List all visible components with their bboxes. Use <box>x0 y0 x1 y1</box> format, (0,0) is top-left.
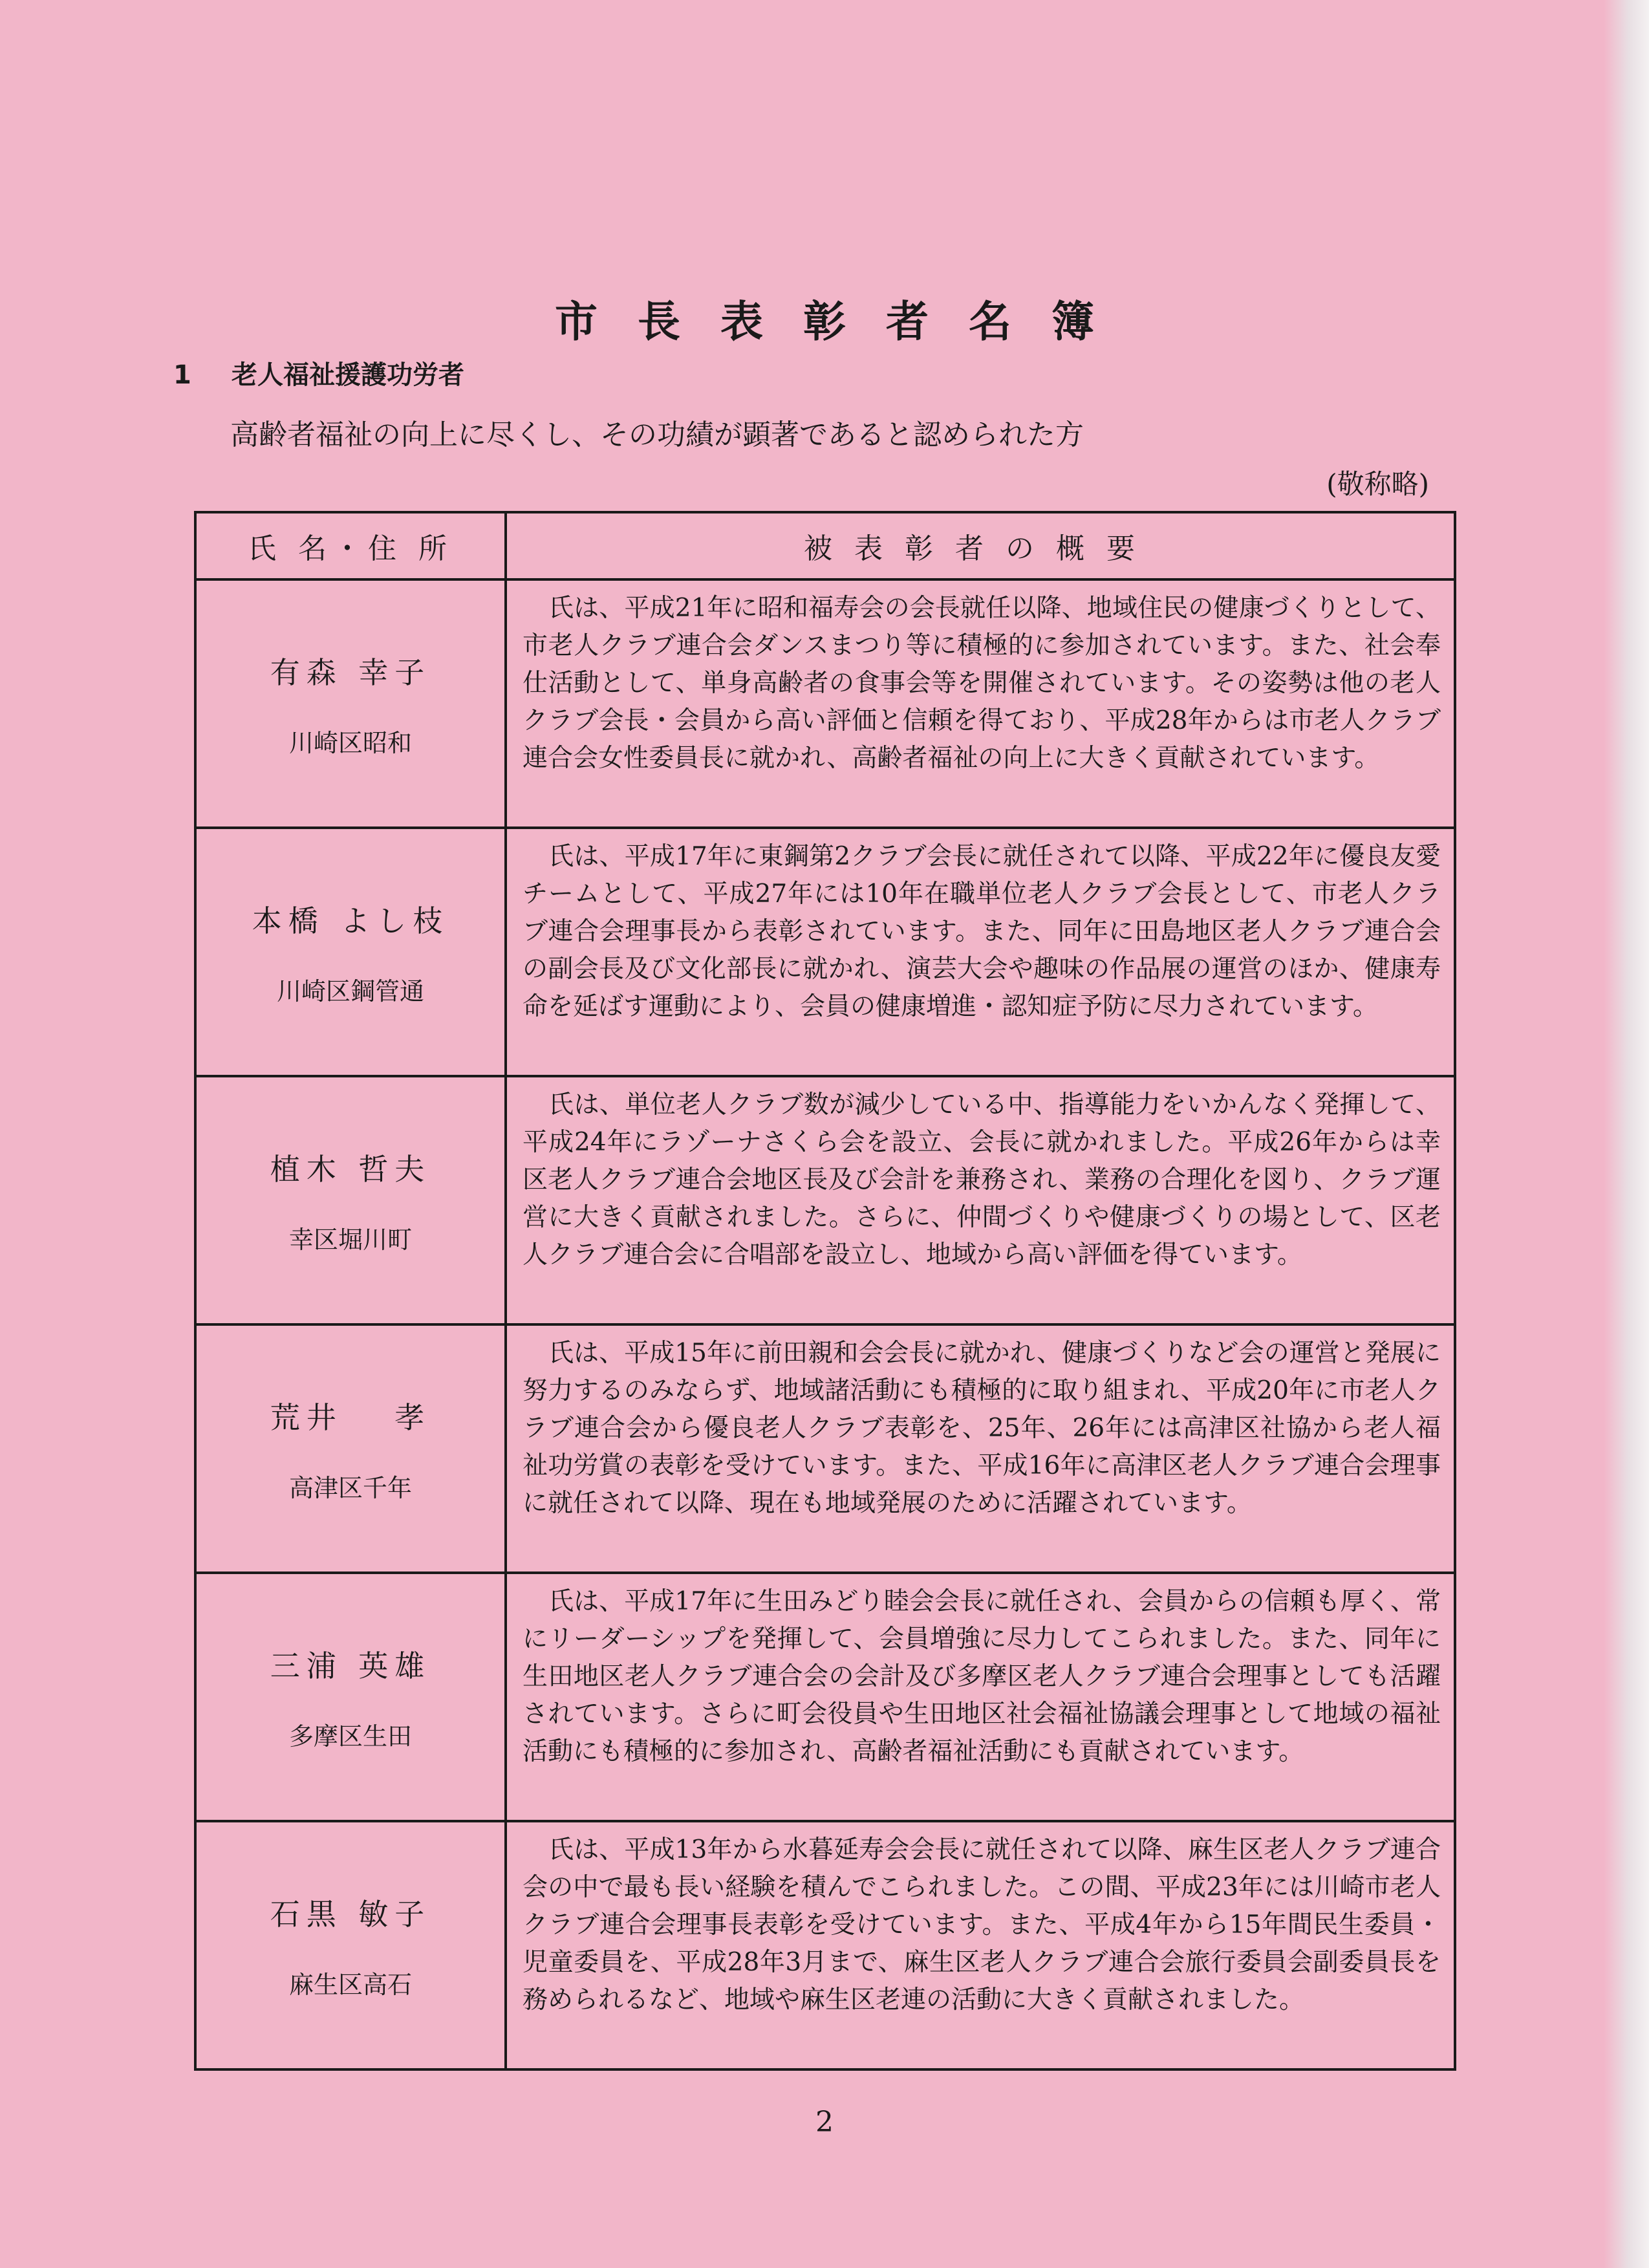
name-cell <box>195 579 506 828</box>
honoree-summary: 氏は、平成17年に生田みどり睦会会長に就任され、会員からの信頼も厚く、常にリーダーシップを発揮して、会員増強に尽力してこられました。また、同年に生田地区老人クラブ連合会の会計及び多摩区老人クラブ連合会理事としても活躍されています。さらに町会役員や生田地区社会福祉協議会理事として地域の福祉活動にも積極的に参加され、高齢者福祉活動にも貢献されています。 <box>506 1573 1455 1821</box>
honoree-name: 本橋 よし枝 <box>252 903 449 938</box>
honoree-summary: 氏は、平成15年に前田親和会会長に就かれ、健康づくりなど会の運営と発展に努力するのみならず、地域諸活動にも積極的に取り組まれ、平成20年に市老人クラブ連合会から優良老人クラブ表彰を、25年、26年には高津区社協から老人福祉功労賞の表彰を受けています。また、平成16年に高津区老人クラブ連合会理事に就任されて以降、現在も地域発展のために活躍されています。 <box>506 1324 1455 1573</box>
document-title: 市長表彰者名簿 <box>555 297 1134 347</box>
honoree-summary: 氏は、平成17年に東鋼第2クラブ会長に就任されて以降、平成22年に優良友愛チームとして、平成27年には10年在職単位老人クラブ会長として、市老人クラブ連合会理事長から表彰されています。また、同年に田島地区老人クラブ連合会の副会長及び文化部長に就かれ、演芸大会や趣味の作品展の運営のほか、健康寿命を延ばす運動により、会員の健康増進・認知症予防に尽力されています。 <box>506 828 1455 1076</box>
name-cell <box>195 1324 506 1573</box>
honoree-summary: 氏は、平成13年から水暮延寿会会長に就任されて以降、麻生区老人クラブ連合会の中で最も長い経験を積んでこられました。この間、平成23年には川崎市老人クラブ連合会理事長表彰を受けています。また、平成4年から15年間民生委員・児童委員を、平成28年3月まで、麻生区老人クラブ連合会旅行委員会副委員長を務められるなど、地域や麻生区老連の活動に大きく貢献されました。 <box>506 1821 1455 2069</box>
name-cell <box>195 1573 506 1821</box>
header-name-address: 氏 名・住 所 <box>195 512 506 579</box>
honoree-address: 麻生区高石 <box>288 1970 412 1999</box>
page-number: 2 <box>815 2106 834 2139</box>
name-cell <box>195 828 506 1076</box>
honoree-name: 三浦 英雄 <box>270 1648 431 1683</box>
table-row <box>195 1821 1455 2069</box>
name-cell <box>195 1076 506 1324</box>
honorees-table <box>194 511 1456 2071</box>
honoree-address: 幸区堀川町 <box>288 1225 412 1254</box>
honorific-note: (敬称略) <box>1326 468 1429 500</box>
table-row <box>195 828 1455 1076</box>
honoree-address: 川崎区昭和 <box>288 728 412 757</box>
honoree-name: 荒井 孝 <box>270 1399 431 1435</box>
honoree-summary: 氏は、単位老人クラブ数が減少している中、指導能力をいかんなく発揮して、平成24年にラゾーナさくら会を設立、会長に就かれました。平成26年からは幸区老人クラブ連合会地区長及び会計を兼務され、業務の合理化を図り、クラブ運営に大きく貢献されました。さらに、仲間づくりや健康づくりの場として、区老人クラブ連合会に合唱部を設立し、地域から高い評価を得ています。 <box>506 1076 1455 1324</box>
header-summary: 被表彰者の概要 <box>506 512 1455 579</box>
name-cell <box>195 1821 506 2069</box>
table-header-row <box>195 512 1455 579</box>
section-description: 高齢者福祉の向上に尽くし、その功績が顕著であると認められた方 <box>230 418 1084 451</box>
section-heading <box>173 354 464 391</box>
section-number: 1 <box>173 360 191 390</box>
honoree-address: 高津区千年 <box>288 1473 412 1502</box>
honoree-summary: 氏は、平成21年に昭和福寿会の会長就任以降、地域住民の健康づくりとして、市老人クラブ連合会ダンスまつり等に積極的に参加されています。また、社会奉仕活動として、単身高齢者の食事会等を開催されています。その姿勢は他の老人クラブ会長・会員から高い評価と信頼を得ており、平成28年からは市老人クラブ連合会女性委員長に就かれ、高齢者福祉の向上に大きく貢献されています。 <box>506 579 1455 828</box>
section-heading-text: 老人福祉援護功労者 <box>232 360 464 390</box>
honoree-address: 多摩区生田 <box>288 1722 412 1751</box>
honoree-name: 有森 幸子 <box>270 654 431 690</box>
table-row <box>195 1324 1455 1573</box>
table-row <box>195 579 1455 828</box>
table-row <box>195 1076 1455 1324</box>
table-row <box>195 1573 1455 1821</box>
honoree-name: 植木 哲夫 <box>270 1151 431 1187</box>
honoree-name: 石黒 敏子 <box>270 1896 431 1932</box>
honoree-address: 川崎区鋼管通 <box>276 977 424 1006</box>
